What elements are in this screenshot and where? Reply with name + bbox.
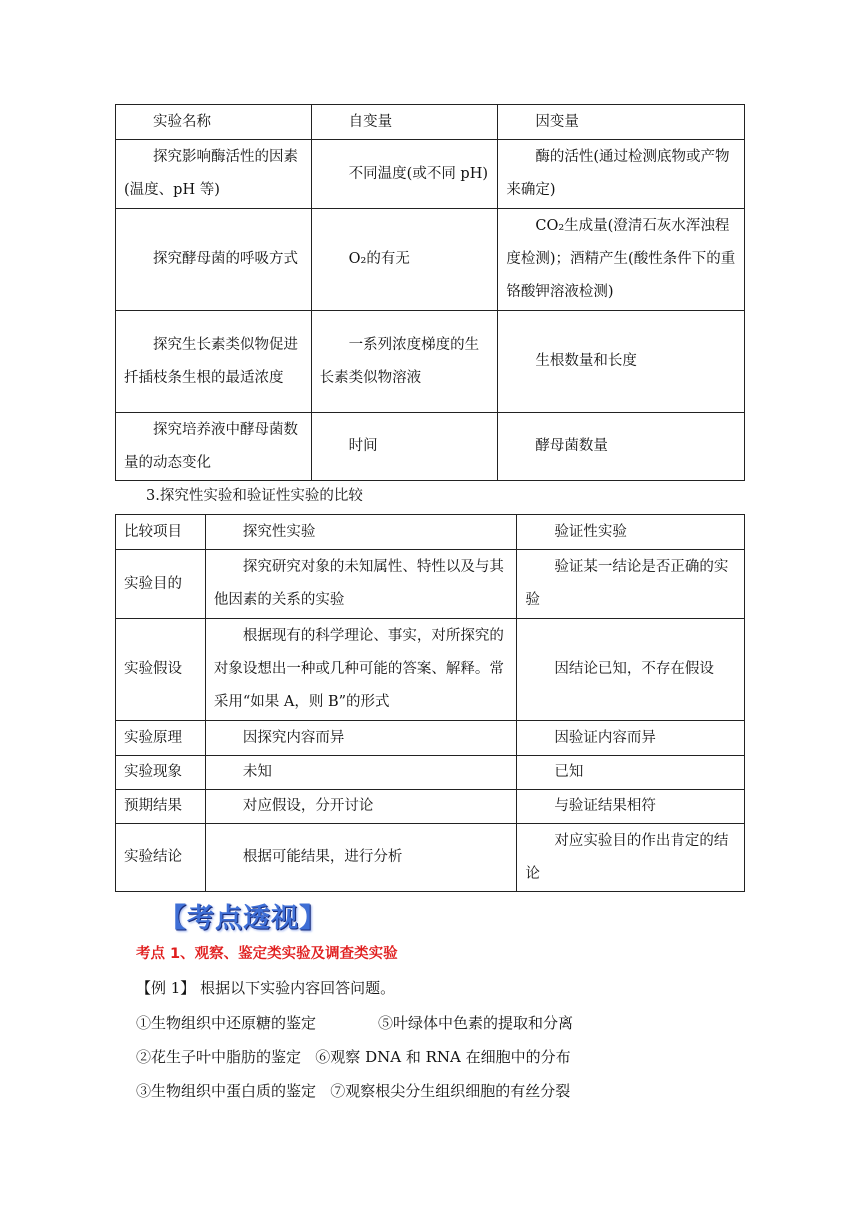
table-cell: 与验证结果相符 — [517, 790, 745, 824]
table-cell: O₂的有无 — [311, 209, 498, 311]
table-cell: 实验目的 — [116, 550, 206, 619]
table-cell: 酵母菌数量 — [498, 413, 745, 481]
table-header: 因变量 — [498, 105, 745, 140]
section-heading: 【考点透视】 — [159, 903, 327, 934]
table-cell: 探究影响酶活性的因素(温度、pH 等) — [116, 140, 312, 209]
table-header: 探究性实验 — [205, 515, 516, 550]
table-header: 比较项目 — [116, 515, 206, 550]
table-cell: 一系列浓度梯度的生长素类似物溶液 — [311, 311, 498, 413]
table-cell: 因探究内容而异 — [205, 721, 516, 756]
table-cell: 实验现象 — [116, 756, 206, 790]
table-cell: 探究培养液中酵母菌数量的动态变化 — [116, 413, 312, 481]
table-cell: 不同温度(或不同 pH) — [311, 140, 498, 209]
table-cell: 因验证内容而异 — [517, 721, 745, 756]
comparison-table — [115, 514, 745, 892]
table-cell: 对应假设，分开讨论 — [205, 790, 516, 824]
table-cell: 探究研究对象的未知属性、特性以及与其他因素的关系的实验 — [205, 550, 516, 619]
table-cell: 对应实验目的作出肯定的结论 — [517, 824, 745, 892]
table-cell: 实验假设 — [116, 619, 206, 721]
table-header: 自变量 — [311, 105, 498, 140]
table-cell: 根据现有的科学理论、事实，对所探究的对象设想出一种或几种可能的答案、解释。常采用“如果 A，则 B”的形式 — [205, 619, 516, 721]
table-cell: 根据可能结果，进行分析 — [205, 824, 516, 892]
table-cell: 酶的活性(通过检测底物或产物来确定) — [498, 140, 745, 209]
table-cell: 预期结果 — [116, 790, 206, 824]
table-cell: 实验原理 — [116, 721, 206, 756]
table-cell: 探究生长素类似物促进扦插枝条生根的最适浓度 — [116, 311, 312, 413]
table-header: 实验名称 — [116, 105, 312, 140]
table-cell: 因结论已知，不存在假设 — [517, 619, 745, 721]
table-cell: 实验结论 — [116, 824, 206, 892]
table-cell: 生根数量和长度 — [498, 311, 745, 413]
variables-table — [115, 104, 745, 481]
section-title: 3.探究性实验和验证性实验的比较 — [146, 488, 363, 504]
table-cell: 未知 — [205, 756, 516, 790]
list-item: ②花生子叶中脂肪的鉴定 ⑥观察 DNA 和 RNA 在细胞中的分布 — [136, 1048, 571, 1066]
table-cell: 已知 — [517, 756, 745, 790]
example-intro: 【例 1】 根据以下实验内容回答问题。 — [136, 979, 396, 997]
topic-title: 考点 1、观察、鉴定类实验及调查类实验 — [136, 946, 398, 962]
table-cell: 探究酵母菌的呼吸方式 — [116, 209, 312, 311]
list-item: ①生物组织中还原糖的鉴定 ⑤叶绿体中色素的提取和分离 — [136, 1014, 573, 1032]
table-cell: 时间 — [311, 413, 498, 481]
table-header: 验证性实验 — [517, 515, 745, 550]
list-item: ③生物组织中蛋白质的鉴定 ⑦观察根尖分生组织细胞的有丝分裂 — [136, 1082, 571, 1100]
table-cell: 验证某一结论是否正确的实验 — [517, 550, 745, 619]
table-cell: CO₂生成量(澄清石灰水浑浊程度检测)；酒精产生(酸性条件下的重铬酸钾溶液检测) — [498, 209, 745, 311]
